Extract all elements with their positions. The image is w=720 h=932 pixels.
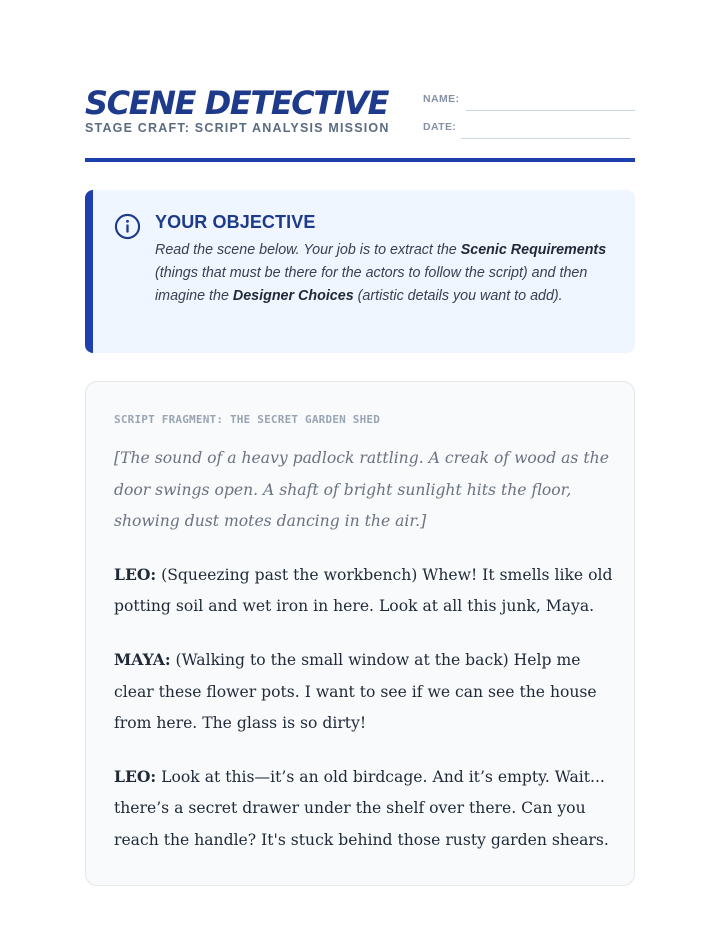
dialogue-line bbox=[114, 644, 614, 740]
name-field[interactable] bbox=[423, 91, 635, 111]
stage-direction: [The sound of a heavy padlock rattling. A creak of wood as the door swings open. A shaft of bright sunlight hits the floor, showing dust motes dancing in the air.] bbox=[114, 449, 609, 531]
speaker-name: LEO: bbox=[114, 564, 157, 584]
objective-title: YOUR OBJECTIVE bbox=[155, 212, 316, 232]
script-body bbox=[114, 443, 614, 878]
page-title: SCENE DETECTIVE bbox=[85, 84, 389, 122]
header-divider bbox=[85, 158, 635, 162]
objective-text bbox=[155, 239, 617, 308]
objective-text-part: (artistic details you want to add). bbox=[353, 288, 563, 304]
info-icon bbox=[114, 213, 141, 240]
script-label: SCRIPT FRAGMENT: THE SECRET GARDEN SHED bbox=[114, 413, 381, 426]
objective-text-part: (things that must be there for the actors to follow the script) and then imagine the bbox=[155, 265, 588, 304]
objective-text-part: Read the scene below. Your job is to extract the bbox=[155, 242, 461, 258]
date-field[interactable] bbox=[423, 119, 635, 139]
dialogue-line bbox=[114, 761, 614, 857]
designer-choices-term: Designer Choices bbox=[232, 288, 354, 304]
objective-box bbox=[85, 190, 635, 353]
name-label: NAME: bbox=[423, 93, 460, 105]
worksheet-page bbox=[85, 84, 635, 849]
speaker-name: MAYA: bbox=[114, 649, 171, 669]
dialogue-text: (Squeezing past the workbench) Whew! It smells like old potting soil and wet iron in here. Look at all this junk, Maya. bbox=[114, 565, 613, 616]
speaker-name: LEO: bbox=[114, 766, 157, 786]
worksheet-header bbox=[85, 84, 635, 161]
date-line[interactable] bbox=[461, 138, 630, 139]
page-subtitle: STAGE CRAFT: SCRIPT ANALYSIS MISSION bbox=[85, 121, 390, 135]
dialogue-line bbox=[114, 559, 614, 623]
dialogue-text: (Walking to the small window at the back) Help me clear these flower pots. I want to see if we can see the house from here. The glass is so dirty! bbox=[114, 650, 597, 733]
script-box bbox=[85, 381, 635, 886]
name-line[interactable] bbox=[466, 110, 635, 111]
scenic-requirements-term: Scenic Requirements bbox=[460, 242, 607, 258]
date-label: DATE: bbox=[423, 121, 457, 133]
dialogue-text: Look at this—it’s an old birdcage. And it’s empty. Wait... there’s a secret drawer under the shelf over there. Can you reach the handle? It's stuck behind those rusty garden shears. bbox=[114, 767, 609, 849]
